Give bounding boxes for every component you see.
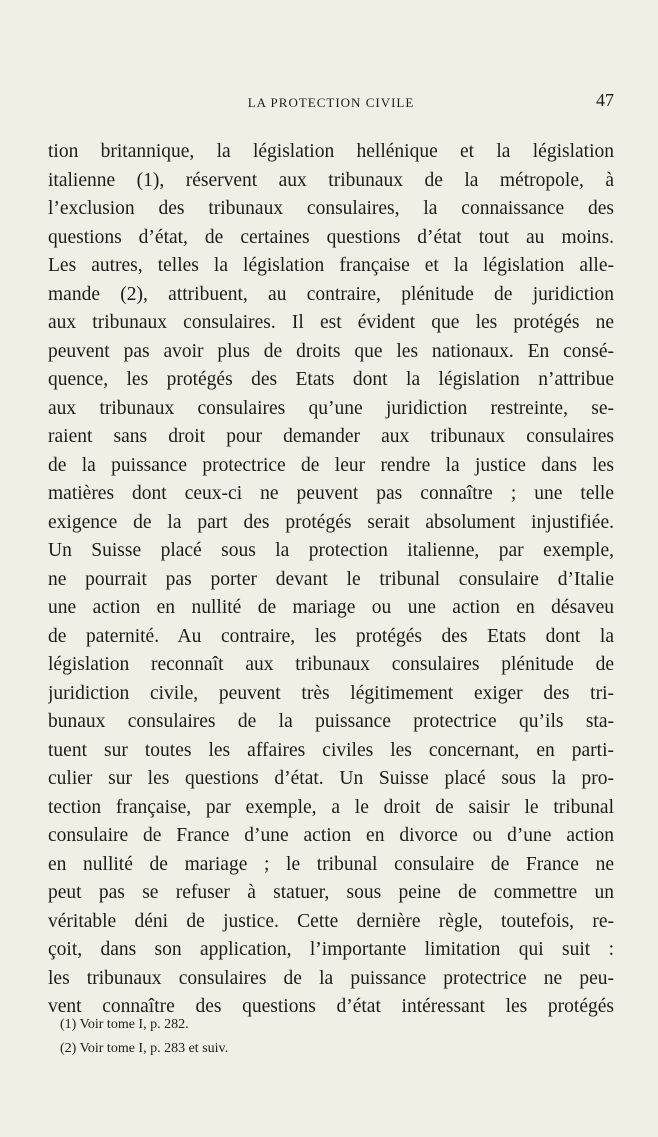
- page-header: [48, 90, 614, 114]
- text-line: tuent sur toutes les affaires civiles les concernant, en parti-: [48, 739, 614, 761]
- text-line: de la puissance protectrice de leur rendre la justice dans les: [48, 454, 614, 476]
- text-line: peuvent pas avoir plus de droits que les nationaux. En consé-: [48, 340, 614, 362]
- text-line: peut pas se refuser à statuer, sous peine de commettre un: [48, 882, 614, 903]
- text-line: questions d’état, de certaines questions d’état tout au moins.: [48, 226, 614, 248]
- text-line: culier sur les questions d’état. Un Suisse placé sous la pro-: [48, 768, 614, 789]
- text-line: en nullité de mariage ; le tribunal consulaire de France ne: [48, 853, 614, 875]
- footnote: (2) Voir tome I, p. 283 et suiv.: [60, 1041, 229, 1056]
- text-line: Les autres, telles la législation française et la législation alle-: [48, 255, 614, 276]
- text-line: ne pourrait pas porter devant le tribunal consulaire d’Italie: [48, 568, 614, 590]
- text-line: véritable déni de justice. Cette dernière règle, toutefois, re-: [48, 910, 614, 932]
- body-text: [48, 138, 614, 1022]
- text-line: législation reconnaît aux tribunaux consulaires plénitude de: [48, 654, 614, 675]
- text-line: exigence de la part des protégés serait absolument injustifiée.: [48, 511, 614, 533]
- text-line: çoit, dans son application, l’importante limitation qui suit :: [48, 939, 614, 960]
- text-line: matières dont ceux-ci ne peuvent pas connaître ; une telle: [48, 483, 614, 504]
- text-line: de paternité. Au contraire, les protégés des Etats dont la: [48, 625, 614, 647]
- text-line: aux tribunaux consulaires. Il est évident que les protégés ne: [48, 312, 614, 333]
- text-line: juridiction civile, peuvent très légitimement exiger des tri-: [48, 682, 614, 704]
- text-line: aux tribunaux consulaires qu’une juridiction restreinte, se-: [48, 397, 614, 419]
- text-line: tection française, par exemple, a le droit de saisir le tribunal: [48, 796, 614, 818]
- running-title: LA PROTECTION CIVILE: [247, 95, 415, 110]
- footnotes: [60, 1013, 560, 1061]
- text-line: raient sans droit pour demander aux tribunaux consulaires: [48, 426, 614, 447]
- text-line: quence, les protégés des Etats dont la législation n’attribue: [48, 369, 614, 390]
- text-line: l’exclusion des tribunaux consulaires, la connaissance des: [48, 198, 614, 219]
- text-line: vent connaître des questions d’état intéressant les protégés: [48, 996, 614, 1017]
- text-line: italienne (1), réservent aux tribunaux de la métropole, à: [48, 169, 614, 191]
- text-line: une action en nullité de mariage ou une action en désaveu: [48, 597, 614, 618]
- text-line: consulaire de France d’une action en divorce ou d’une action: [48, 825, 614, 846]
- text-line: mande (2), attribuent, au contraire, plénitude de juridiction: [48, 283, 614, 305]
- footnote: (1) Voir tome I, p. 282.: [60, 1017, 189, 1032]
- text-line: Un Suisse placé sous la protection italienne, par exemple,: [48, 540, 614, 561]
- page-number: 47: [596, 90, 614, 110]
- text-line: tion britannique, la législation hellénique et la législation: [48, 141, 614, 162]
- text-line: les tribunaux consulaires de la puissance protectrice ne peu-: [48, 967, 614, 989]
- text-line: bunaux consulaires de la puissance protectrice qu’ils sta-: [48, 711, 614, 732]
